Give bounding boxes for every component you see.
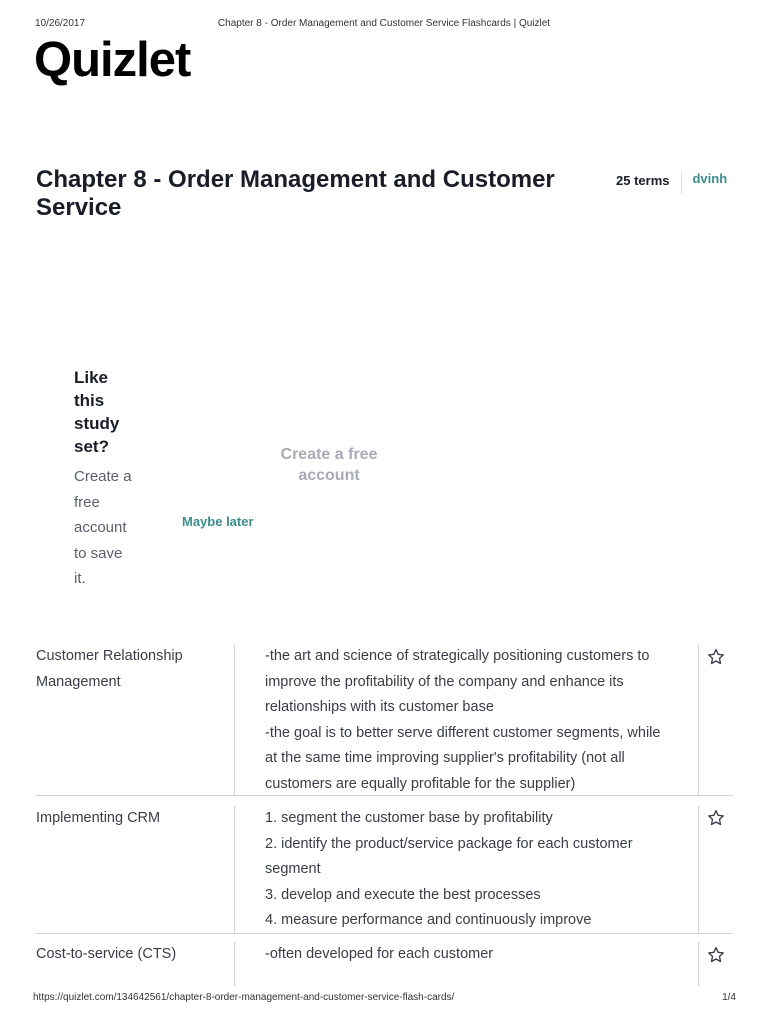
- column-divider: [234, 942, 235, 986]
- term-definition: 1. segment the customer base by profitability 2. identify the product/service package for each customer segment 3. develop and execute the best processes 4. measure performance and continuously improve: [265, 810, 633, 928]
- term-word: Customer Relationship Management: [36, 648, 183, 690]
- term-row: [36, 636, 733, 796]
- term-definition: -often developed for each customer: [265, 946, 494, 962]
- star-icon[interactable]: [706, 647, 726, 667]
- column-divider: [698, 806, 699, 934]
- page-title: Chapter 8 - Order Management and Customer Service: [36, 166, 555, 221]
- column-divider: [698, 942, 699, 986]
- print-document-title: Chapter 8 - Order Management and Customer Service Flashcards | Quizlet: [217, 18, 551, 29]
- term-word: Cost-to-service (CTS): [36, 946, 177, 962]
- column-divider: [234, 644, 235, 796]
- star-icon[interactable]: [706, 808, 726, 828]
- set-meta: [600, 172, 727, 194]
- create-account-button[interactable]: Create a free account: [280, 446, 378, 484]
- term-row: [36, 934, 733, 992]
- term-word: Implementing CRM: [36, 810, 161, 826]
- quizlet-logo[interactable]: Quizlet: [34, 33, 191, 87]
- term-definition: -the art and science of strategically positioning customers to improve the profitability of the company and enhance its relationships with its customer base -the goal is to better serve different customer segments, while at the same time improving supplier's profitability (not all customers are equally profitable for the supplier): [265, 648, 661, 792]
- term-row: [36, 796, 733, 934]
- maybe-later-button[interactable]: Maybe later: [182, 514, 254, 529]
- term-list: [36, 636, 733, 992]
- column-divider: [234, 806, 235, 934]
- page-number: 1/4: [722, 992, 736, 1003]
- print-url: https://quizlet.com/134642561/chapter-8-order-management-and-customer-service-flash-cards/: [33, 992, 455, 1003]
- promo-heading: Like this study set?: [74, 368, 120, 456]
- term-count: 25 terms: [616, 172, 682, 194]
- author-link[interactable]: dvinh: [692, 171, 728, 186]
- column-divider: [698, 644, 699, 796]
- promo-text: Create a free account to save it.: [74, 468, 132, 587]
- star-icon[interactable]: [706, 945, 726, 965]
- print-date: 10/26/2017: [35, 18, 86, 29]
